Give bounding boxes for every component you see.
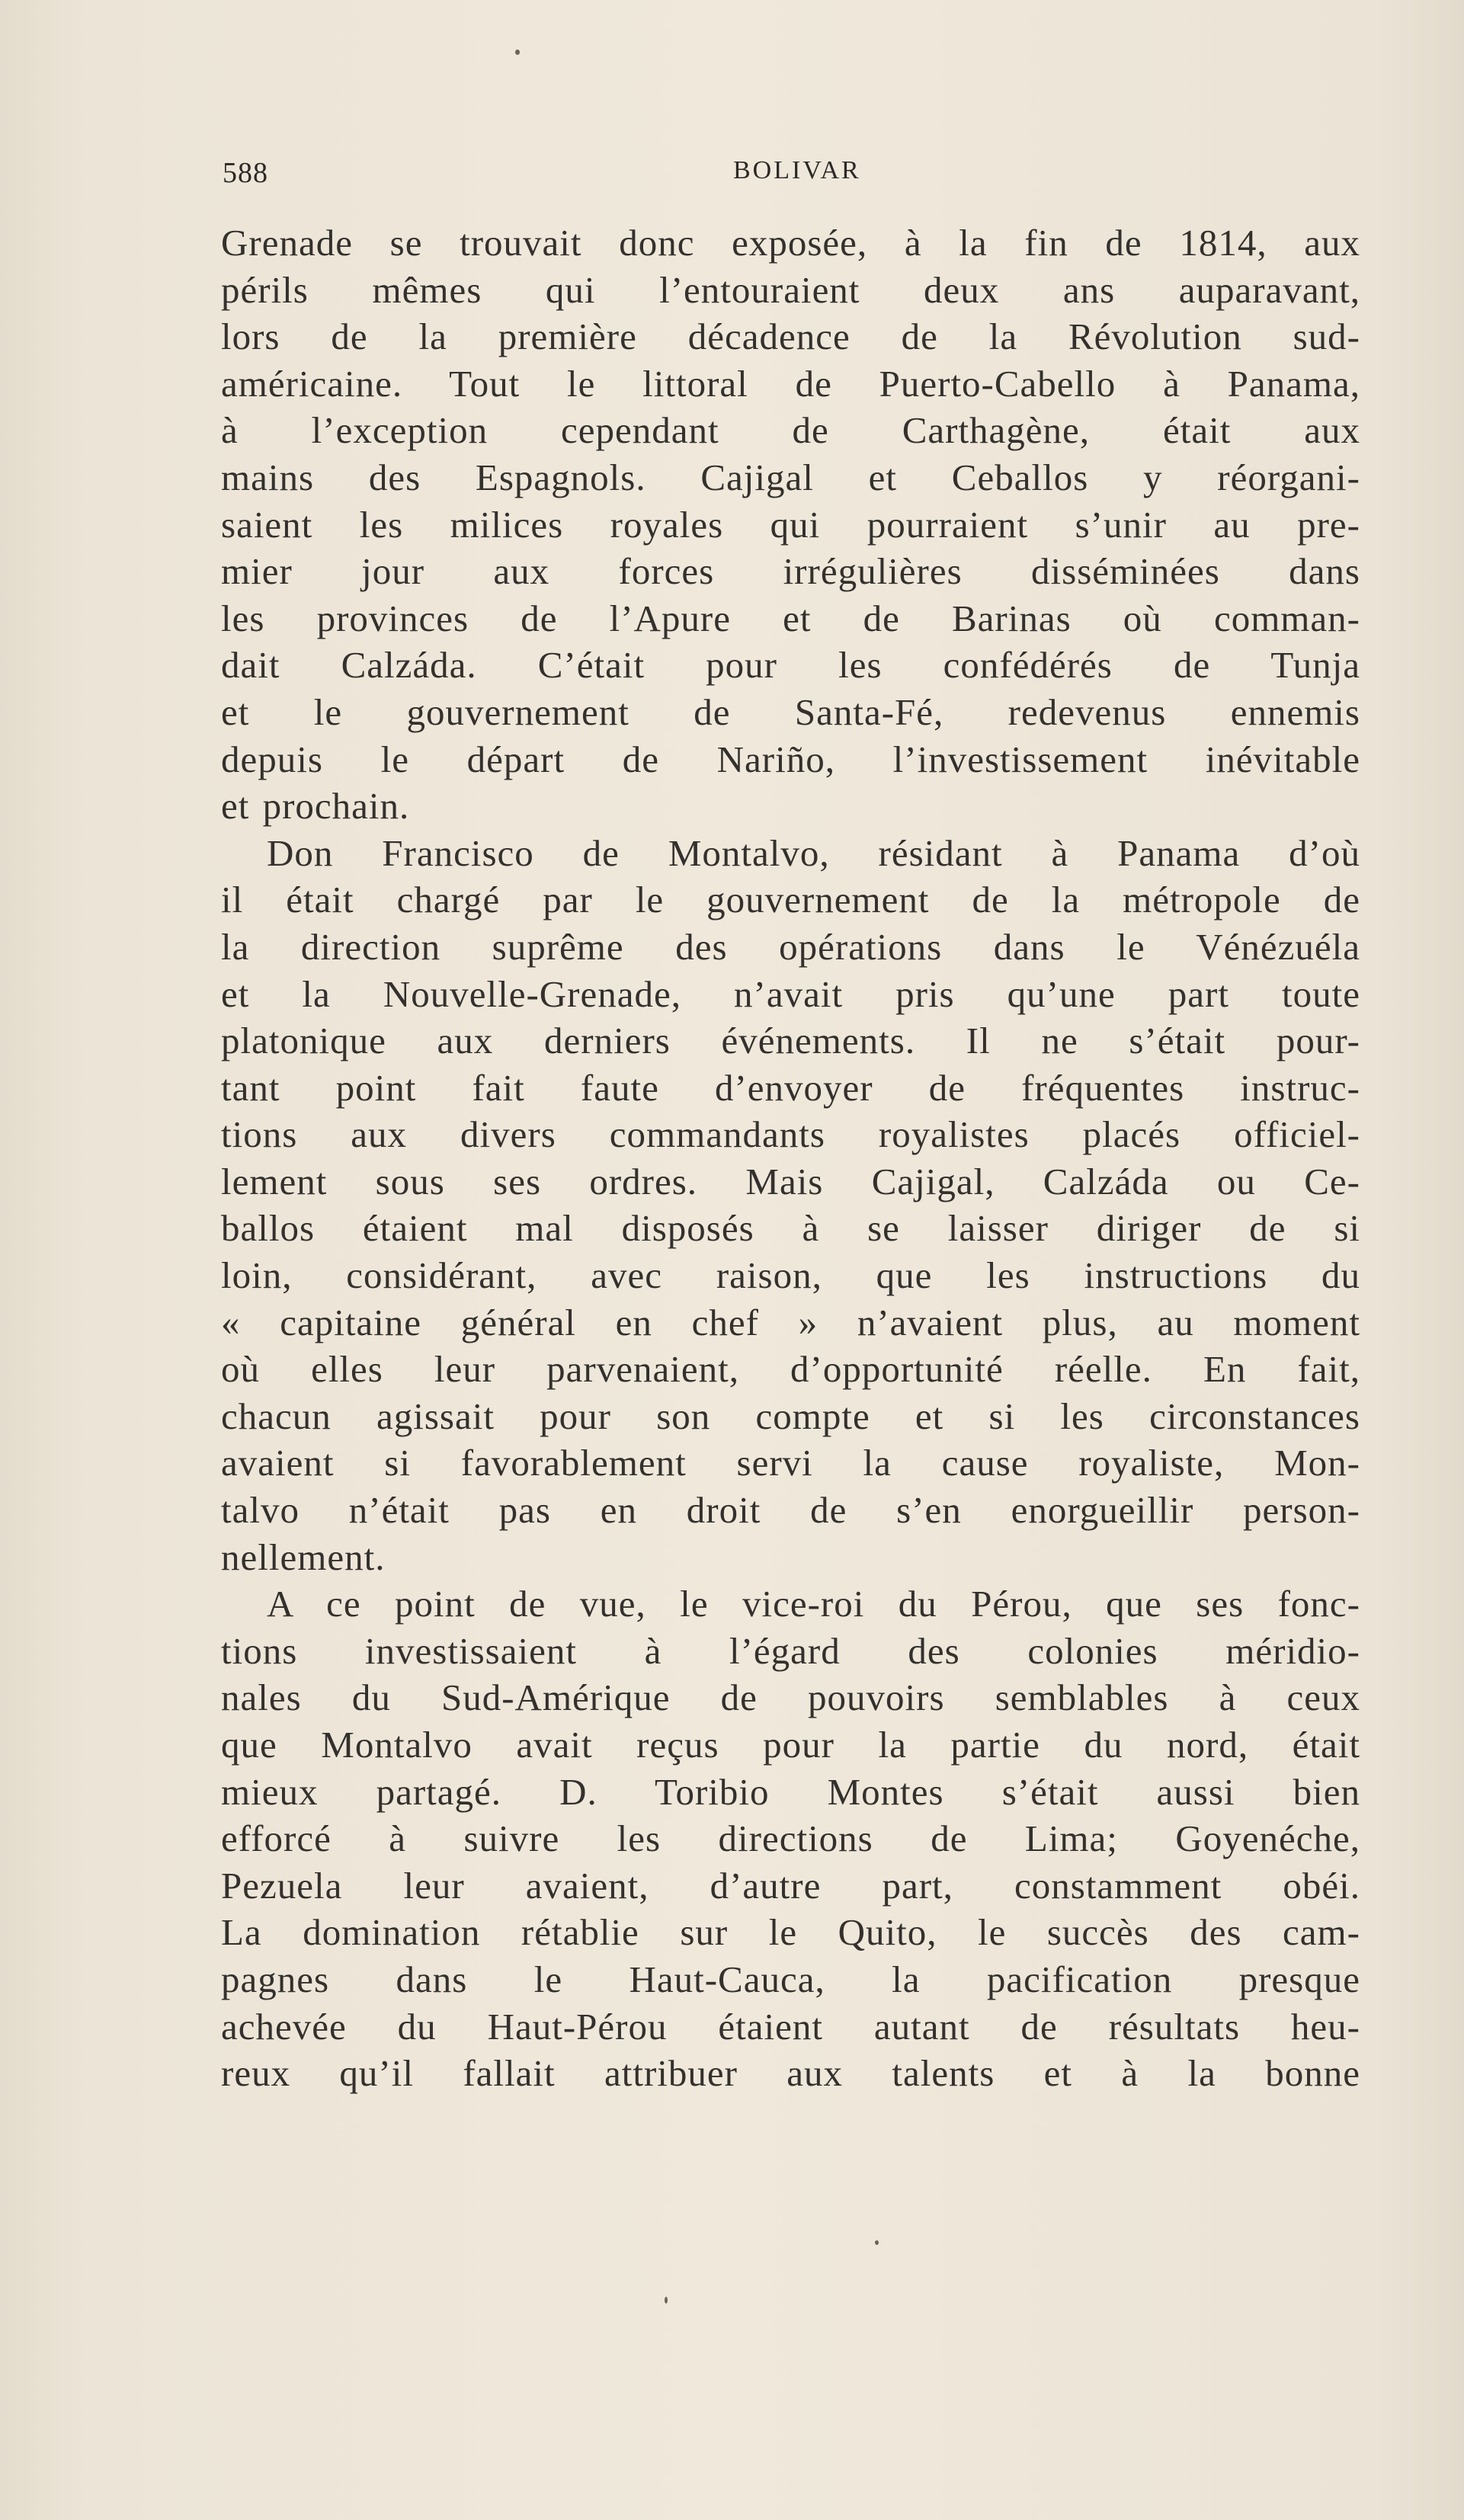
text-line: reux qu’il fallait attribuer aux talents et à la bonne (221, 2052, 1360, 2095)
text-line: la direction suprême des opérations dans le Vénézuéla (221, 925, 1360, 968)
text-line: mier jour aux forces irrégulières disséminées dans (221, 550, 1360, 593)
text-line: lement sous ses ordres. Mais Cajigal, Calzáda ou Ce- (221, 1160, 1360, 1202)
text-line: A ce point de vue, le vice-roi du Pérou, que ses fonc- (267, 1583, 1360, 1625)
text-line: tions investissaient à l’égard des colonies méridio- (221, 1629, 1360, 1672)
text-line: depuis le départ de Nariño, l’investissement inévitable (221, 738, 1360, 780)
ink-speck (875, 2240, 879, 2245)
text-line: et la Nouvelle-Grenade, n’avait pris qu’une part toute (221, 972, 1360, 1015)
ink-speck (665, 2297, 668, 2304)
text-line: où elles leur parvenaient, d’opportunité réelle. En fait, (221, 1348, 1360, 1391)
ink-speck (515, 50, 520, 55)
text-line: Don Francisco de Montalvo, résidant à Panama d’où (267, 831, 1360, 874)
text-line: ballos étaient mal disposés à se laisser diriger de si (221, 1207, 1360, 1250)
text-line: nellement. (221, 1535, 386, 1578)
text-line: il était chargé par le gouvernement de la métropole de (221, 879, 1360, 921)
text-line: dait Calzáda. C’était pour les confédérés de Tunja (221, 644, 1360, 687)
text-line: que Montalvo avait reçus pour la partie du nord, était (221, 1724, 1360, 1766)
text-line: talvo n’était pas en droit de s’en enorgueillir person- (221, 1489, 1360, 1532)
running-title: BOLIVAR (733, 156, 861, 184)
text-line: chacun agissait pour son compte et si les circonstances (221, 1394, 1360, 1437)
text-line: et prochain. (221, 785, 410, 828)
text-line: les provinces de l’Apure et de Barinas où comman- (221, 597, 1360, 639)
text-line: saient les milices royales qui pourraient s’unir au pre- (221, 503, 1360, 546)
text-line: tant point fait faute d’envoyer de fréquentes instruc- (221, 1066, 1360, 1109)
text-line: à l’exception cependant de Carthagène, était aux (221, 409, 1360, 452)
text-line: tions aux divers commandants royalistes placés officiel- (221, 1113, 1360, 1156)
text-line: avaient si favorablement servi la cause royaliste, Mon- (221, 1442, 1360, 1484)
text-line: platonique aux derniers événements. Il ne s’était pour- (221, 1020, 1360, 1062)
text-line: mieux partagé. D. Toribio Montes s’était aussi bien (221, 1770, 1360, 1813)
text-line: périls mêmes qui l’entouraient deux ans auparavant, (221, 268, 1360, 311)
text-line: « capitaine général en chef » n’avaient plus, au moment (221, 1301, 1360, 1343)
text-line: efforcé à suivre les directions de Lima; Goyenéche, (221, 1817, 1360, 1860)
text-line: achevée du Haut-Pérou étaient autant de résultats heu- (221, 2005, 1360, 2048)
page-header (223, 156, 1366, 202)
text-line: américaine. Tout le littoral de Puerto-Cabello à Panama, (221, 362, 1360, 405)
text-line: La domination rétablie sur le Quito, le succès des cam- (221, 1911, 1360, 1954)
text-line: pagnes dans le Haut-Cauca, la pacification presque (221, 1958, 1360, 2000)
text-line: nales du Sud-Amérique de pouvoirs semblables à ceux (221, 1676, 1360, 1719)
text-line: et le gouvernement de Santa-Fé, redevenus ennemis (221, 690, 1360, 733)
text-line: loin, considérant, avec raison, que les instructions du (221, 1254, 1360, 1297)
body-text (221, 219, 1360, 2097)
text-line: Pezuela leur avaient, d’autre part, constamment obéi. (221, 1864, 1360, 1907)
page-number: 588 (223, 157, 268, 189)
text-line: Grenade se trouvait donc exposée, à la fin de 1814, aux (221, 222, 1360, 264)
text-line: lors de la première décadence de la Révolution sud- (221, 315, 1360, 358)
text-line: mains des Espagnols. Cajigal et Ceballos y réorgani- (221, 456, 1360, 498)
